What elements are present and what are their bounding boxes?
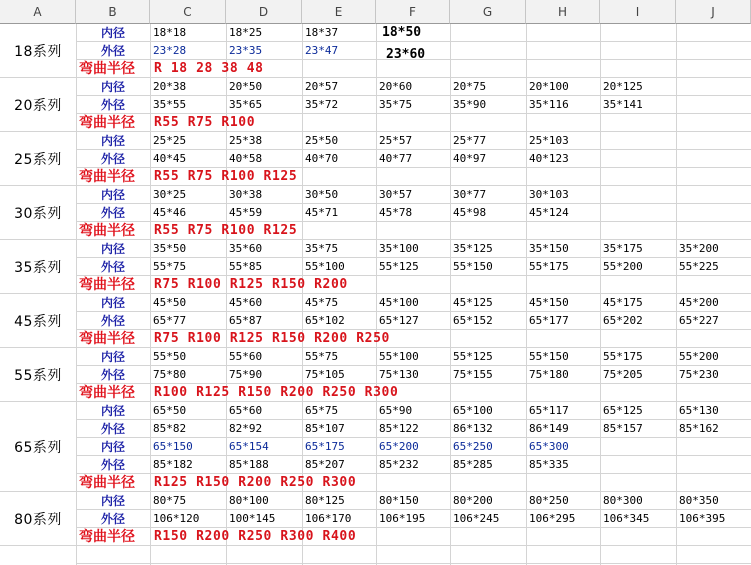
size-cell[interactable]: 20*38	[153, 80, 187, 93]
size-cell[interactable]: 20*50	[229, 80, 263, 93]
bend-radius-values[interactable]: R75 R100 R125 R150 R200	[154, 277, 348, 292]
size-cell[interactable]: 85*232	[379, 458, 419, 471]
bend-radius-values[interactable]: R150 R200 R250 R300 R400	[154, 529, 357, 544]
size-cell[interactable]: 40*58	[229, 152, 263, 165]
column-header-f[interactable]: F	[376, 0, 450, 24]
size-cell[interactable]: 23*35	[229, 44, 263, 57]
size-cell[interactable]: 65*250	[453, 440, 493, 453]
bend-radius-label: 弯曲半径	[79, 61, 135, 77]
series-label: 45系列	[14, 314, 62, 330]
series-label: 25系列	[14, 152, 62, 168]
size-cell[interactable]: 65*127	[379, 314, 419, 327]
bend-radius-label: 弯曲半径	[79, 331, 135, 347]
size-cell[interactable]: 35*60	[229, 242, 263, 255]
size-cell[interactable]: 100*145	[229, 512, 276, 525]
inner-diameter-label: 内径	[100, 296, 125, 310]
size-cell[interactable]: 80*125	[305, 494, 345, 507]
size-cell[interactable]: 30*103	[529, 188, 569, 201]
outer-diameter-label: 外径	[100, 314, 125, 328]
size-cell[interactable]: 106*395	[679, 512, 726, 525]
size-cell[interactable]: 85*285	[453, 458, 493, 471]
size-cell[interactable]: 55*60	[229, 350, 263, 363]
column-header-e[interactable]: E	[302, 0, 376, 24]
size-cell[interactable]: 30*25	[153, 188, 187, 201]
size-cell[interactable]: 65*202	[603, 314, 643, 327]
size-cell[interactable]: 86*149	[529, 422, 569, 435]
bend-radius-values[interactable]: R 18 28 38 48	[154, 61, 264, 76]
series-label: 35系列	[14, 260, 62, 276]
size-cell[interactable]: 45*124	[529, 206, 569, 219]
size-cell[interactable]: 30*57	[379, 188, 413, 201]
outer-diameter-label: 外径	[100, 98, 125, 112]
size-cell[interactable]: 25*57	[379, 134, 413, 147]
size-cell[interactable]: 35*75	[305, 242, 339, 255]
size-cell[interactable]: 23*60	[386, 47, 426, 62]
size-cell[interactable]: 85*207	[305, 458, 345, 471]
size-cell[interactable]: 45*150	[529, 296, 569, 309]
size-cell[interactable]: 65*50	[153, 404, 187, 417]
size-cell[interactable]: 65*227	[679, 314, 719, 327]
size-cell[interactable]: 20*125	[603, 80, 643, 93]
size-cell[interactable]: 65*200	[379, 440, 419, 453]
size-cell[interactable]: 35*75	[379, 98, 413, 111]
size-cell[interactable]: 45*75	[305, 296, 339, 309]
size-cell[interactable]: 65*77	[153, 314, 187, 327]
size-cell[interactable]: 75*205	[603, 368, 643, 381]
size-cell[interactable]: 23*47	[305, 44, 339, 57]
outer-diameter-label: 外径	[100, 368, 125, 382]
outer-diameter-label: 外径	[100, 422, 125, 436]
size-cell[interactable]: 106*195	[379, 512, 426, 525]
size-cell[interactable]: 35*116	[529, 98, 569, 111]
size-cell[interactable]: 45*71	[305, 206, 339, 219]
inner-diameter-label: 内径	[100, 134, 125, 148]
series-label: 20系列	[14, 98, 62, 114]
size-cell[interactable]: 35*141	[603, 98, 643, 111]
size-cell[interactable]: 85*335	[529, 458, 569, 471]
bend-radius-label: 弯曲半径	[79, 529, 135, 545]
size-cell[interactable]: 18*50	[382, 25, 422, 40]
size-cell[interactable]: 65*175	[305, 440, 345, 453]
size-cell[interactable]: 25*50	[305, 134, 339, 147]
size-cell[interactable]: 65*102	[305, 314, 345, 327]
size-cell[interactable]: 45*98	[453, 206, 487, 219]
bend-radius-label: 弯曲半径	[79, 115, 135, 131]
size-cell[interactable]: 45*125	[453, 296, 493, 309]
size-cell[interactable]: 20*60	[379, 80, 413, 93]
size-cell[interactable]: 65*100	[453, 404, 493, 417]
inner-diameter-label: 内径	[100, 440, 125, 454]
size-cell[interactable]: 55*100	[305, 260, 345, 273]
size-cell[interactable]: 65*90	[379, 404, 413, 417]
size-cell[interactable]: 85*182	[153, 458, 193, 471]
size-cell[interactable]: 25*25	[153, 134, 187, 147]
size-cell[interactable]: 55*125	[379, 260, 419, 273]
outer-diameter-label: 外径	[100, 458, 125, 472]
size-cell[interactable]: 65*87	[229, 314, 263, 327]
row-gridline	[76, 563, 751, 564]
column-header-i[interactable]: I	[600, 0, 676, 24]
size-cell[interactable]: 45*50	[153, 296, 187, 309]
column-header-g[interactable]: G	[450, 0, 526, 24]
column-header-b[interactable]: B	[76, 0, 150, 24]
size-cell[interactable]: 85*82	[153, 422, 187, 435]
bend-radius-values[interactable]: R55 R75 R100 R125	[154, 169, 298, 184]
size-cell[interactable]: 55*75	[305, 350, 339, 363]
column-header-h[interactable]: H	[526, 0, 600, 24]
inner-diameter-label: 内径	[100, 80, 125, 94]
size-cell[interactable]: 45*78	[379, 206, 413, 219]
bend-radius-values[interactable]: R55 R75 R100 R125	[154, 223, 298, 238]
size-cell[interactable]: 80*250	[529, 494, 569, 507]
size-cell[interactable]: 75*105	[305, 368, 345, 381]
size-cell[interactable]: 55*175	[603, 350, 643, 363]
bend-radius-label: 弯曲半径	[79, 277, 135, 293]
size-cell[interactable]: 30*38	[229, 188, 263, 201]
size-cell[interactable]: 35*72	[305, 98, 339, 111]
size-cell[interactable]: 40*77	[379, 152, 413, 165]
size-cell[interactable]: 80*200	[453, 494, 493, 507]
size-cell[interactable]: 106*120	[153, 512, 200, 525]
bend-radius-label: 弯曲半径	[79, 223, 135, 239]
size-cell[interactable]: 55*150	[529, 350, 569, 363]
size-cell[interactable]: 85*107	[305, 422, 345, 435]
size-cell[interactable]: 65*125	[603, 404, 643, 417]
bend-radius-values[interactable]: R75 R100 R125 R150 R200 R250	[154, 331, 390, 346]
size-cell[interactable]: 20*57	[305, 80, 339, 93]
size-cell[interactable]: 85*162	[679, 422, 719, 435]
size-cell[interactable]: 75*90	[229, 368, 263, 381]
inner-diameter-label: 内径	[100, 494, 125, 508]
size-cell[interactable]: 86*132	[453, 422, 493, 435]
size-cell[interactable]: 40*97	[453, 152, 487, 165]
size-cell[interactable]: 80*100	[229, 494, 269, 507]
inner-diameter-label: 内径	[100, 188, 125, 202]
size-cell[interactable]: 55*100	[379, 350, 419, 363]
size-cell[interactable]: 45*59	[229, 206, 263, 219]
bend-radius-label: 弯曲半径	[79, 475, 135, 491]
series-label: 18系列	[14, 44, 62, 60]
size-cell[interactable]: 55*75	[153, 260, 187, 273]
size-cell[interactable]: 65*152	[453, 314, 493, 327]
size-cell[interactable]: 85*122	[379, 422, 419, 435]
series-label: 65系列	[14, 440, 62, 456]
column-header-d[interactable]: D	[226, 0, 302, 24]
size-cell[interactable]: 65*60	[229, 404, 263, 417]
size-cell[interactable]: 18*18	[153, 26, 187, 39]
size-cell[interactable]: 75*130	[379, 368, 419, 381]
bend-radius-label: 弯曲半径	[79, 169, 135, 185]
size-cell[interactable]: 20*75	[453, 80, 487, 93]
size-cell[interactable]: 55*225	[679, 260, 719, 273]
size-cell[interactable]: 35*90	[453, 98, 487, 111]
size-cell[interactable]: 75*80	[153, 368, 187, 381]
inner-diameter-label: 内径	[100, 404, 125, 418]
size-cell[interactable]: 40*45	[153, 152, 187, 165]
outer-diameter-label: 外径	[100, 260, 125, 274]
series-label: 80系列	[14, 512, 62, 528]
bend-radius-label: 弯曲半径	[79, 385, 135, 401]
size-cell[interactable]: 35*50	[153, 242, 187, 255]
size-cell[interactable]: 65*300	[529, 440, 569, 453]
size-cell[interactable]: 106*245	[453, 512, 500, 525]
size-cell[interactable]: 80*350	[679, 494, 719, 507]
size-cell[interactable]: 35*175	[603, 242, 643, 255]
size-cell[interactable]: 45*46	[153, 206, 187, 219]
size-cell[interactable]: 65*117	[529, 404, 569, 417]
size-cell[interactable]: 35*200	[679, 242, 719, 255]
size-cell[interactable]: 106*295	[529, 512, 576, 525]
size-cell[interactable]: 106*345	[603, 512, 650, 525]
size-cell[interactable]: 75*155	[453, 368, 493, 381]
size-cell[interactable]: 55*85	[229, 260, 263, 273]
size-cell[interactable]: 30*50	[305, 188, 339, 201]
size-cell[interactable]: 30*77	[453, 188, 487, 201]
size-cell[interactable]: 65*130	[679, 404, 719, 417]
size-cell[interactable]: 75*180	[529, 368, 569, 381]
series-label: 55系列	[14, 368, 62, 384]
size-cell[interactable]: 20*100	[529, 80, 569, 93]
size-cell[interactable]: 35*125	[453, 242, 493, 255]
size-cell[interactable]: 18*25	[229, 26, 263, 39]
size-cell[interactable]: 45*200	[679, 296, 719, 309]
size-cell[interactable]: 40*123	[529, 152, 569, 165]
size-cell[interactable]: 35*100	[379, 242, 419, 255]
size-cell[interactable]: 80*150	[379, 494, 419, 507]
size-cell[interactable]: 82*92	[229, 422, 263, 435]
inner-diameter-label: 内径	[100, 350, 125, 364]
outer-diameter-label: 外径	[100, 44, 125, 58]
column-header-c[interactable]: C	[150, 0, 226, 24]
size-cell[interactable]: 65*150	[153, 440, 193, 453]
size-cell[interactable]: 80*75	[153, 494, 187, 507]
size-cell[interactable]: 80*300	[603, 494, 643, 507]
size-cell[interactable]: 35*150	[529, 242, 569, 255]
size-cell[interactable]: 55*50	[153, 350, 187, 363]
size-cell[interactable]: 45*60	[229, 296, 263, 309]
size-cell[interactable]: 18*37	[305, 26, 339, 39]
size-cell[interactable]: 55*150	[453, 260, 493, 273]
bend-radius-values[interactable]: R55 R75 R100	[154, 115, 256, 130]
outer-diameter-label: 外径	[100, 512, 125, 526]
size-cell[interactable]: 45*175	[603, 296, 643, 309]
size-cell[interactable]: 85*157	[603, 422, 643, 435]
size-cell[interactable]: 106*170	[305, 512, 352, 525]
size-cell[interactable]: 75*230	[679, 368, 719, 381]
outer-diameter-label: 外径	[100, 206, 125, 220]
size-cell[interactable]: 55*200	[679, 350, 719, 363]
column-header-a[interactable]: A	[0, 0, 76, 24]
inner-diameter-label: 内径	[100, 26, 125, 40]
inner-diameter-label: 内径	[100, 242, 125, 256]
bend-radius-values[interactable]: R125 R150 R200 R250 R300	[154, 475, 357, 490]
size-cell[interactable]: 65*177	[529, 314, 569, 327]
series-label: 30系列	[14, 206, 62, 222]
column-header-j[interactable]: J	[676, 0, 751, 24]
size-cell[interactable]: 25*77	[453, 134, 487, 147]
size-cell[interactable]: 40*70	[305, 152, 339, 165]
bend-radius-values[interactable]: R100 R125 R150 R200 R250 R300	[154, 385, 399, 400]
size-cell[interactable]: 65*75	[305, 404, 339, 417]
outer-diameter-label: 外径	[100, 152, 125, 166]
size-cell[interactable]: 25*103	[529, 134, 569, 147]
size-cell[interactable]: 85*188	[229, 458, 269, 471]
size-cell[interactable]: 55*125	[453, 350, 493, 363]
size-cell[interactable]: 45*100	[379, 296, 419, 309]
size-cell[interactable]: 65*154	[229, 440, 269, 453]
size-cell[interactable]: 55*200	[603, 260, 643, 273]
size-cell[interactable]: 35*55	[153, 98, 187, 111]
size-cell[interactable]: 55*175	[529, 260, 569, 273]
size-cell[interactable]: 25*38	[229, 134, 263, 147]
size-cell[interactable]: 23*28	[153, 44, 187, 57]
size-cell[interactable]: 35*65	[229, 98, 263, 111]
